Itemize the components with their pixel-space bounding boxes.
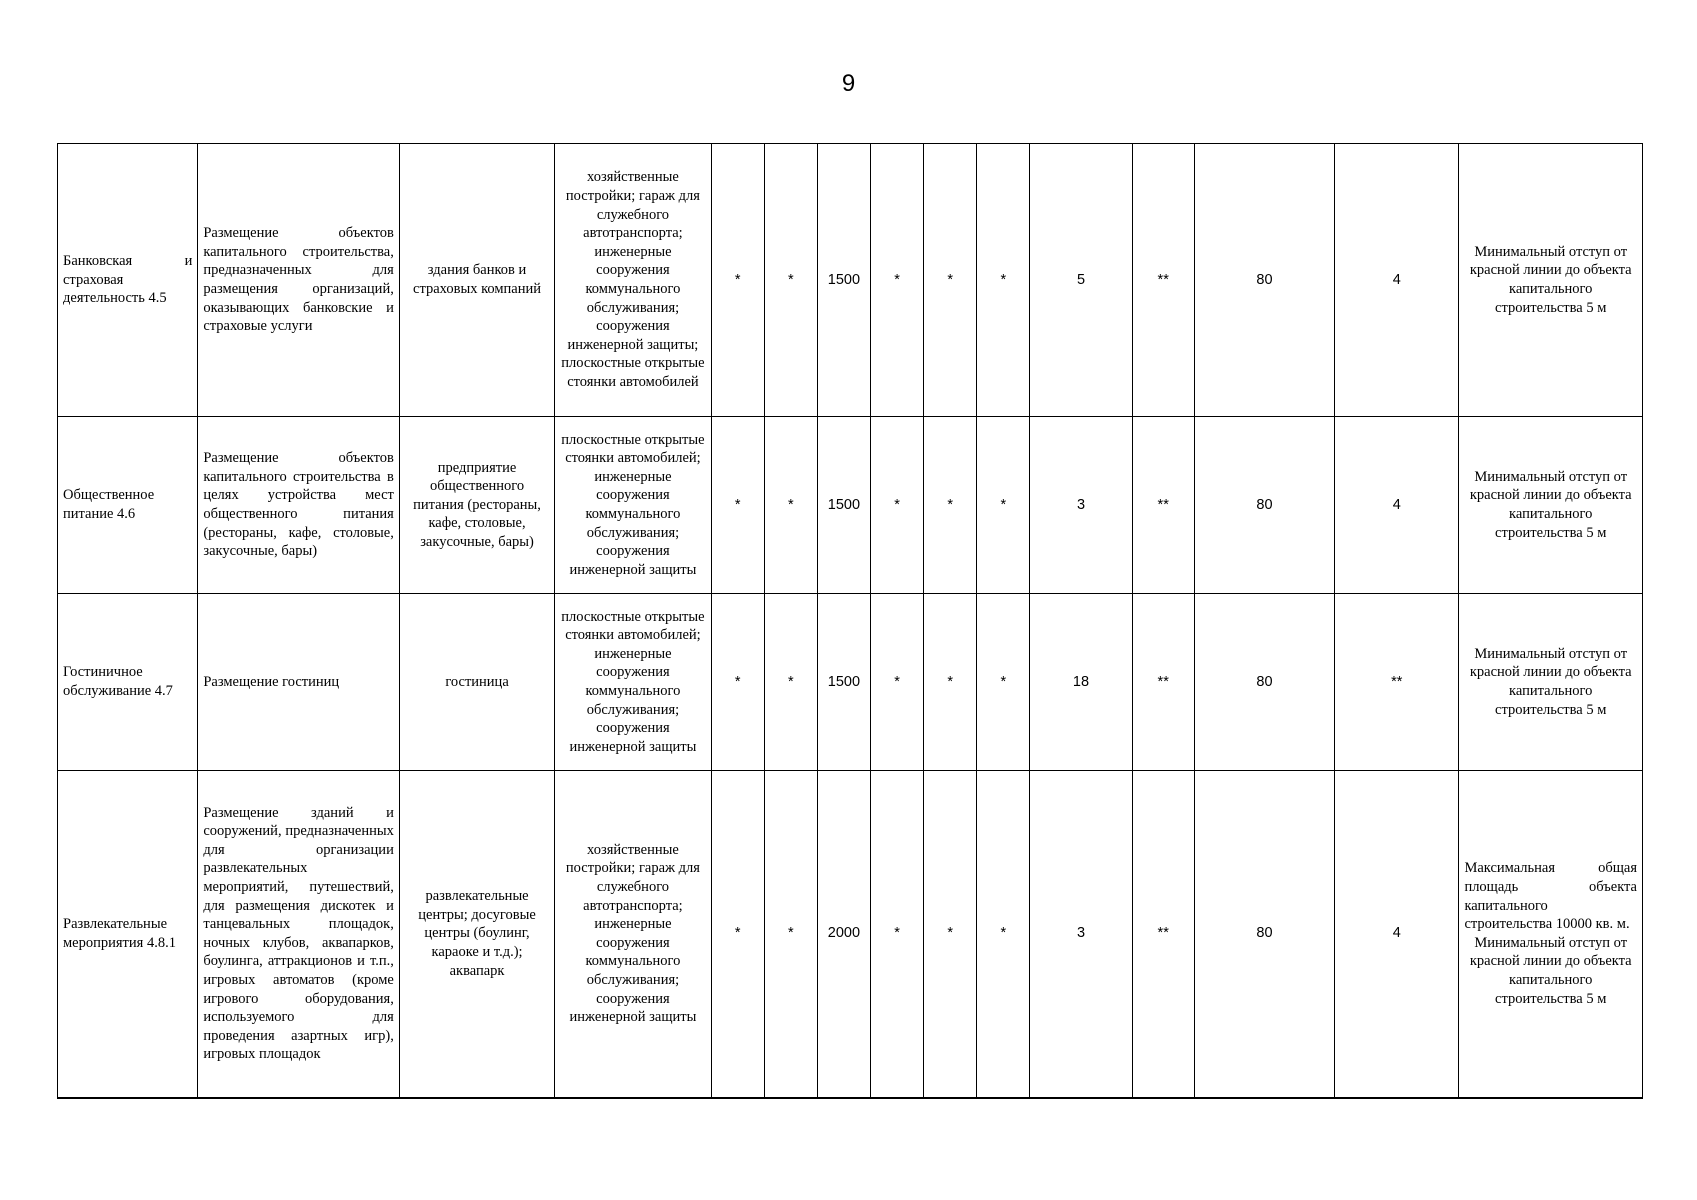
use-type-description: Размещение объектов капитального строительства, предназначенных для размещения организаций, оказывающих банковские и страховые услуги <box>198 144 400 417</box>
note-cell: Минимальный отступ от красной линии до объекта капитального строительства 5 м <box>1459 417 1643 594</box>
auxiliary-use-objects: хозяйственные постройки; гараж для служебного автотранспорта; инженерные сооружения коммунального обслуживания; сооружения инженерной защиты; плоскостные открытые стоянки автомобилей <box>555 144 711 417</box>
param-cell: ** <box>1132 144 1194 417</box>
param-cell: * <box>711 144 764 417</box>
param-cell: * <box>764 417 817 594</box>
coverage-cell: 80 <box>1194 417 1334 594</box>
note-cell <box>1459 771 1643 1098</box>
floors-cell: ** <box>1335 594 1459 771</box>
param-cell: * <box>977 417 1030 594</box>
param-cell: * <box>924 417 977 594</box>
coverage-cell: 80 <box>1194 771 1334 1098</box>
param-cell: * <box>924 144 977 417</box>
param-cell: * <box>871 594 924 771</box>
param-cell: * <box>871 417 924 594</box>
param-cell: * <box>871 771 924 1098</box>
height-cell: 3 <box>1030 771 1132 1098</box>
main-use-objects: гостиница <box>399 594 554 771</box>
auxiliary-use-objects: плоскостные открытые стоянки автомобилей; инженерные сооружения коммунального обслуживания; сооружения инженерной защиты <box>555 417 711 594</box>
use-type-name: Общественное питание 4.6 <box>58 417 198 594</box>
param-cell: ** <box>1132 417 1194 594</box>
land-use-regulations-table <box>57 143 1643 1099</box>
height-cell: 5 <box>1030 144 1132 417</box>
setback-note: Минимальный отступ от красной линии до объекта капитального строительства 5 м <box>1469 934 1632 1007</box>
table-row <box>58 594 1643 771</box>
param-cell: * <box>977 594 1030 771</box>
note-cell: Минимальный отступ от красной линии до объекта капитального строительства 5 м <box>1459 144 1643 417</box>
main-use-objects: здания банков и страховых компаний <box>399 144 554 417</box>
param-cell: * <box>711 594 764 771</box>
min-area-cell: 1500 <box>817 594 870 771</box>
param-cell: * <box>977 144 1030 417</box>
auxiliary-use-objects: хозяйственные постройки; гараж для служебного автотранспорта; инженерные сооружения коммунального обслуживания; сооружения инженерной защиты <box>555 771 711 1098</box>
max-area-note: Максимальная общая площадь объекта капитального строительства 10000 кв. м. <box>1464 860 1637 933</box>
height-cell: 18 <box>1030 594 1132 771</box>
main-use-objects: предприятие общественного питания (рестораны, кафе, столовые, закусочные, бары) <box>399 417 554 594</box>
use-type-description: Размещение гостиниц <box>198 594 400 771</box>
coverage-cell: 80 <box>1194 144 1334 417</box>
coverage-cell: 80 <box>1194 594 1334 771</box>
param-cell: * <box>924 771 977 1098</box>
note-cell: Минимальный отступ от красной линии до объекта капитального строительства 5 м <box>1459 594 1643 771</box>
param-cell: * <box>924 594 977 771</box>
page-number: 9 <box>841 70 856 97</box>
param-cell: * <box>764 771 817 1098</box>
param-cell: ** <box>1132 771 1194 1098</box>
floors-cell: 4 <box>1335 417 1459 594</box>
main-use-objects: развлекательные центры; досуговые центры (боулинг, караоке и т.д.); аквапарк <box>399 771 554 1098</box>
use-type-description: Размещение зданий и сооружений, предназначенных для организации развлекательных мероприятий, путешествий, для размещения дискотек и танцевальных площадок, ночных клубов, аквапарков, боулинга, аттракционов и т.п., игровых автоматов (кроме игрового оборудования, используемого для проведения азартных игр), игровых площадок <box>198 771 400 1098</box>
height-cell: 3 <box>1030 417 1132 594</box>
min-area-cell: 1500 <box>817 144 870 417</box>
table-row <box>58 417 1643 594</box>
param-cell: * <box>764 594 817 771</box>
table-row <box>58 771 1643 1098</box>
param-cell: * <box>711 771 764 1098</box>
use-type-name: Гостиничное обслуживание 4.7 <box>58 594 198 771</box>
min-area-cell: 1500 <box>817 417 870 594</box>
floors-cell: 4 <box>1335 144 1459 417</box>
min-area-cell: 2000 <box>817 771 870 1098</box>
param-cell: * <box>977 771 1030 1098</box>
use-type-name: Развлекательные мероприятия 4.8.1 <box>58 771 198 1098</box>
auxiliary-use-objects: плоскостные открытые стоянки автомобилей; инженерные сооружения коммунального обслуживания; сооружения инженерной защиты <box>555 594 711 771</box>
param-cell: * <box>764 144 817 417</box>
param-cell: * <box>711 417 764 594</box>
param-cell: * <box>871 144 924 417</box>
use-type-description: Размещение объектов капитального строительства в целях устройства мест общественного питания (рестораны, кафе, столовые, закусочные, бары) <box>198 417 400 594</box>
floors-cell: 4 <box>1335 771 1459 1098</box>
use-type-name: Банковская и страховая деятельность 4.5 <box>58 144 198 417</box>
table-row <box>58 144 1643 417</box>
param-cell: ** <box>1132 594 1194 771</box>
